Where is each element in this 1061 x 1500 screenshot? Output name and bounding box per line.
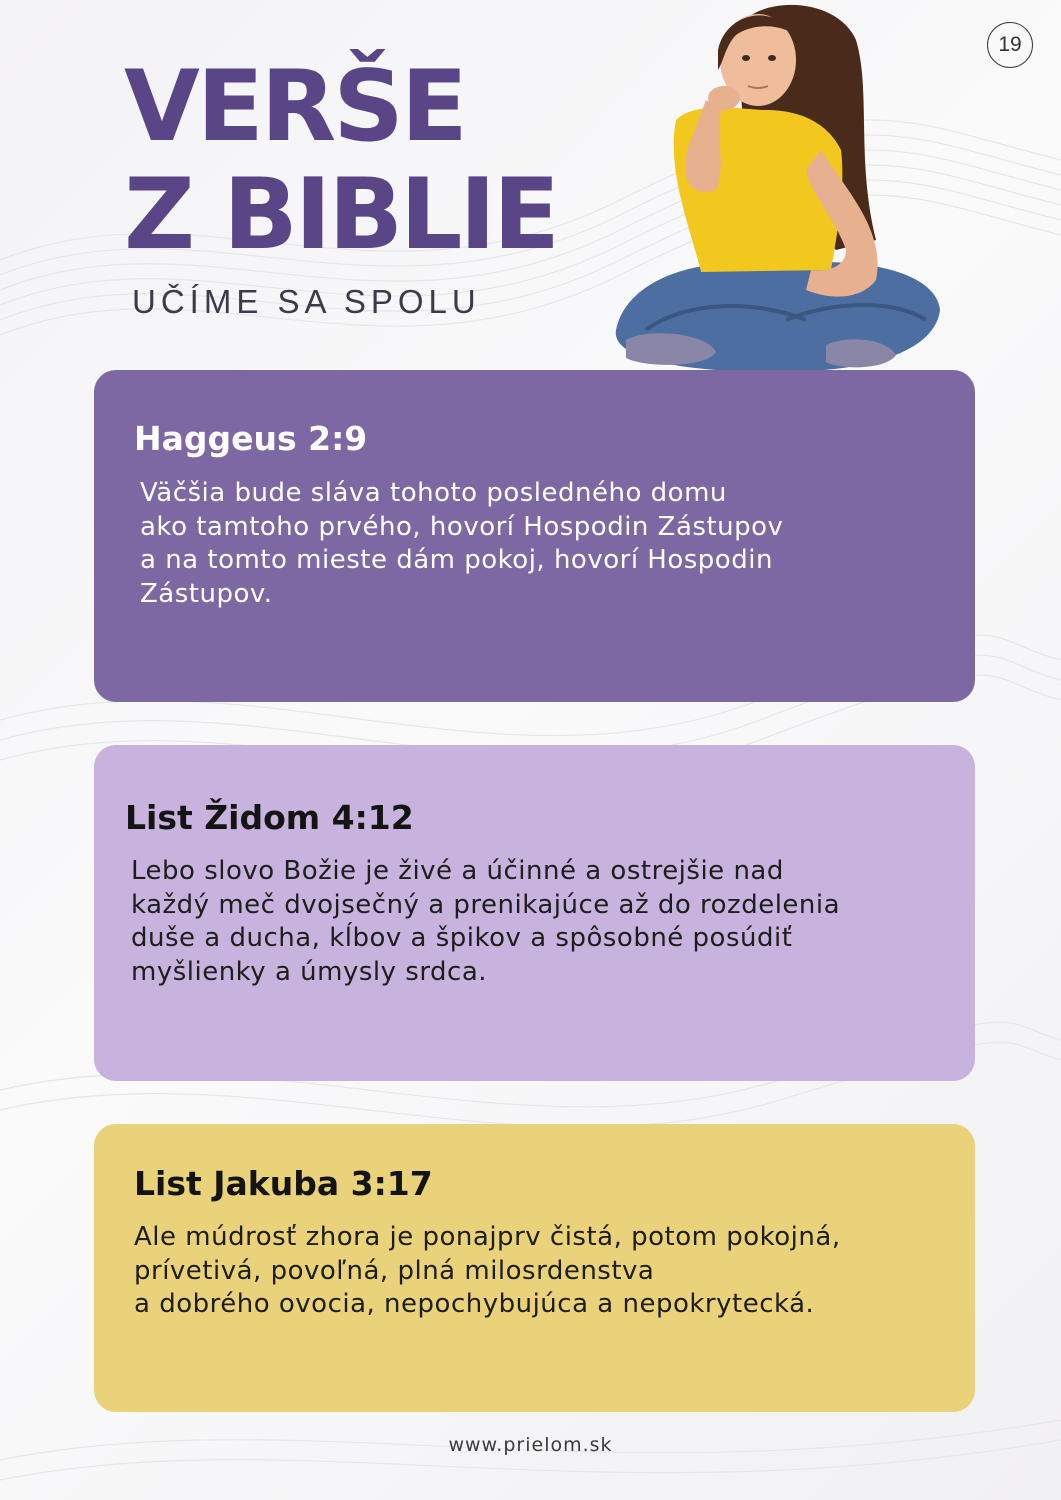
footer-website-link[interactable]: www.prielom.sk: [448, 1434, 613, 1456]
verse-line: duše a ducha, kĺbov a špikov a spôsobné posúdiť: [131, 923, 793, 953]
verse-line: a na tomto mieste dám pokoj, hovorí Hospodin: [140, 545, 773, 575]
verse-line: a dobrého ovocia, nepochybujúca a nepokrytecká.: [134, 1289, 815, 1319]
verse-card-haggeus: [94, 370, 975, 702]
verse-card-jakuba: [94, 1124, 975, 1412]
verse-line: Lebo slovo Božie je živé a účinné a ostrejšie nad: [131, 856, 784, 886]
verse-reference: List Židom 4:12: [125, 798, 414, 837]
verse-line: prívetivá, povoľná, plná milosrdenstva: [134, 1255, 655, 1286]
verse-line: Väčšia bude sláva tohoto posledného domu: [140, 478, 727, 508]
verse-line: Ale múdrosť zhora je ponajprv čistá, potom pokojná,: [134, 1222, 841, 1252]
verse-line: Zástupov.: [140, 578, 273, 609]
verse-text: [131, 855, 921, 989]
verse-line: myšlienky a úmysly srdca.: [131, 956, 488, 987]
verse-reference: Haggeus 2:9: [134, 419, 368, 458]
page-number: 19: [998, 33, 1022, 56]
verse-line: každý meč dvojsečný a prenikajúce až do rozdelenia: [131, 889, 841, 920]
verse-card-zidom: [94, 745, 975, 1081]
verse-text: [140, 477, 930, 611]
subtitle: UČÍME SA SPOLU: [132, 283, 481, 320]
title-line-2: Z BIBLIE: [124, 158, 557, 272]
girl-thinking-photo: [606, 0, 946, 372]
verse-line: ako tamtoho prvého, hovorí Hospodin Zástupov: [140, 511, 784, 542]
page-number-badge: [987, 22, 1033, 68]
title-line-1: VERŠE: [124, 50, 465, 164]
verse-reference: List Jakuba 3:17: [134, 1164, 433, 1203]
verse-text: [134, 1221, 944, 1322]
